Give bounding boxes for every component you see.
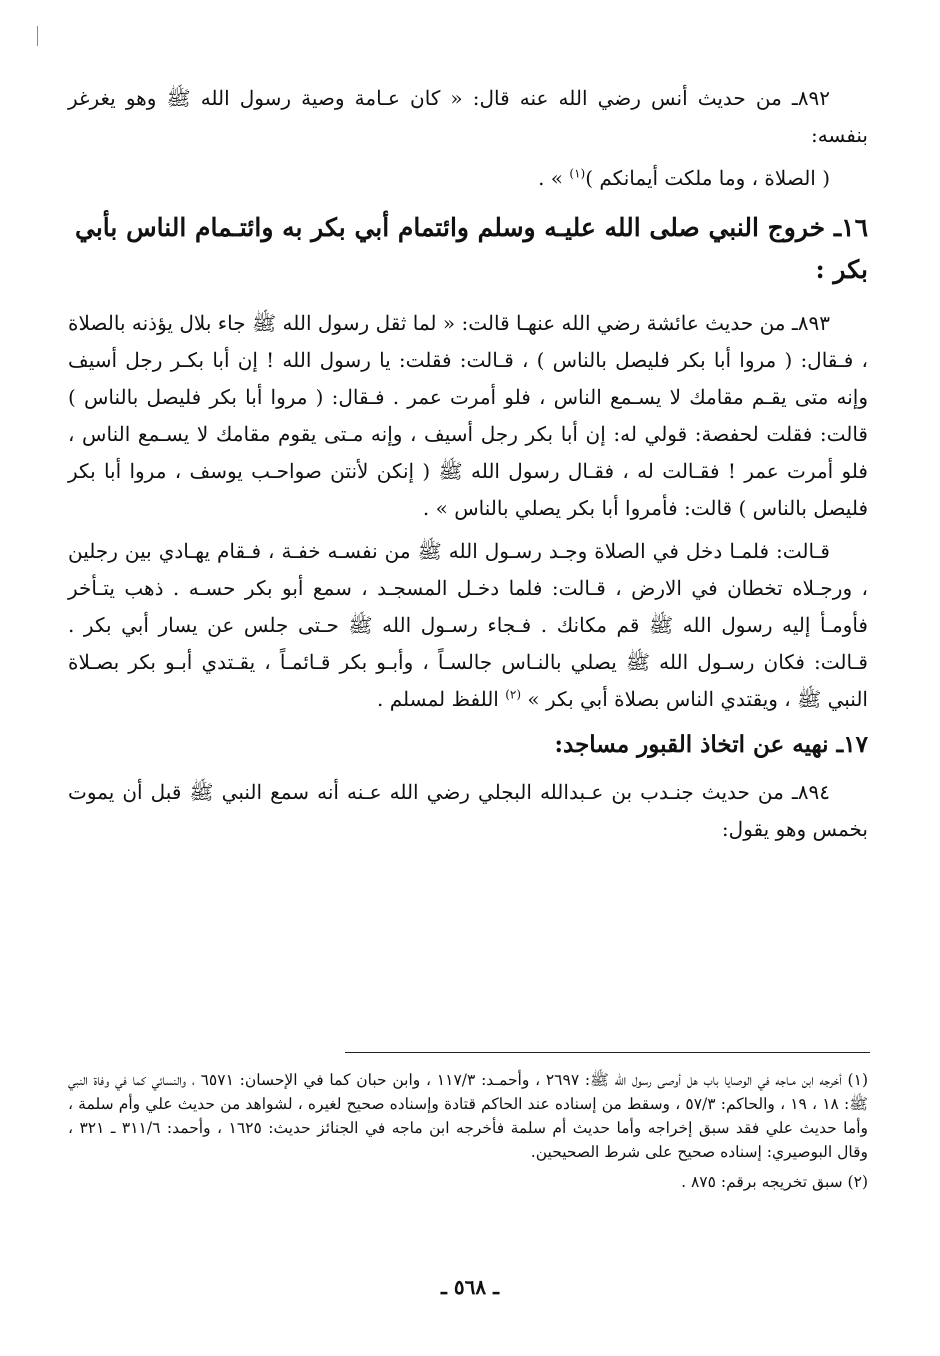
- section-heading-16: ١٦ـ خروج النبي صلى الله عليـه وسلم وائتمام أبي بكر به وائتـمام الناس بأبي بكر :: [75, 213, 868, 284]
- hadith-894: ٨٩٤ـ من حديث جنـدب بن عـبدالله البجلي رضي الله عـنه أنه سمع النبي ﷺ قبل أن يموت بخمس وهو يقول:: [68, 780, 868, 841]
- hadith-892-quote: ( الصلاة ، وما ملكت أيمانكم ): [585, 166, 830, 190]
- hadith-893: ٨٩٣ـ من حديث عائشة رضي الله عنهـا قالت: « لما ثقل رسول الله ﷺ جاء بلال يؤذنه بالصلاة ، فـقال: ( مروا أبا بكر فليصل بالناس ) ، قـالت: فقلت: يا رسول الله ! إن أبا بكـر رجل أسيف وإنه متى يقـم مقامك لا يسـمع الناس ، فلو أمرت عمر . فـقال: ( مروا أبا بكر فليصل بالناس ) قالت: فقلت لحفصة: قولي له: إن أبا بكر رجل أسيف ، وإنه مـتى يقوم مقامك لا يسـمع الناس ، فلو أمرت عمر ! فقـالت له ، فقـال رسول الله ﷺ ( إنكن لأنتن صواحـب يوسف ، مروا أبا بكر فليصل بالناس ) قالت: فأمروا أبا بكر يصلي بالناس » .: [68, 311, 868, 520]
- hadith-892-quote-tail: » .: [538, 166, 570, 190]
- footnote-1: (١) أخرجه ابن مـاجه في الوصايا باب هل أوصى رسول الله ﷺ: ٢٦٩٧ ، وأحمـد: ١١٧/٣ ، وابن حبان كما في الإحسان: ٦٥٧١ ، والنسائي كما في وفاة النبي ﷺ: ١٨ ، ١٩ ، والحاكم: ٥٧/٣ ، وسقط من إسناده عند الحاكم قتادة وإسناده صحيح لغيره ، لشواهد من حديث علي وأم سلمة ، وأما حديث علي فقد سبق إخراجه وأما حديث أم سلمة فأخرجه ابن ماجه في الجنائز حديث: ١٦٢٥ ، وأحمد: ٣١١/٦ ـ ٣٢١ ، وقال البوصيري: إسناده صحيح على شرط الصحيحين.: [68, 1071, 869, 1161]
- hadith-892: [68, 80, 868, 154]
- hadith-893-tail: اللفظ لمسلم .: [376, 687, 506, 711]
- hadith-892-text: ٨٩٢ـ من حديث أنس رضي الله عنه قال: « كان عـامة وصية رسول الله ﷺ وهو يغرغر بنفسه:: [68, 86, 868, 147]
- footnote-2: (٢) سبق تخريجه برقم: ٨٧٥ .: [681, 1173, 868, 1191]
- hadith-892-quote-line: [68, 160, 868, 197]
- hadith-893-continuation-text: قـالت: فلمـا دخل في الصلاة وجـد رسـول الله ﷺ من نفسـه خفـة ، فـقام يهـادي بين رجلين ، ورجـلاه تخطان في الارض ، قـالت: فلما دخـل المسجـد ، سمع أبو بكر حسـه . ذهب يتـأخر فأومـأ إليه رسول الله ﷺ قم مكانك . فـجاء رسـول الله ﷺ حـتى جلس عن يسار أبي بكر . قـالت: فكان رسـول الله ﷺ يصلي بالنـاس جالسـاً ، وأبـو بكر قـائمـاً ، يقـتدي أبـو بكر بصـلاة النبي ﷺ ، ويقتدي الناس بصلاة أبي بكر »: [68, 539, 868, 711]
- margin-mark: [37, 26, 38, 46]
- footnote-marker-1: (١): [569, 166, 586, 181]
- page-body: [68, 80, 868, 854]
- hadith-893-continuation: [68, 533, 868, 718]
- section-heading-17: ١٧ـ نهيه عن اتخاذ القبور مساجد:: [554, 731, 868, 758]
- footnotes: [68, 1068, 868, 1200]
- page-number: ـ ٥٦٨ ـ: [441, 1275, 499, 1299]
- footnote-divider: [345, 1052, 870, 1053]
- footnote-marker-2: (٢): [505, 687, 522, 702]
